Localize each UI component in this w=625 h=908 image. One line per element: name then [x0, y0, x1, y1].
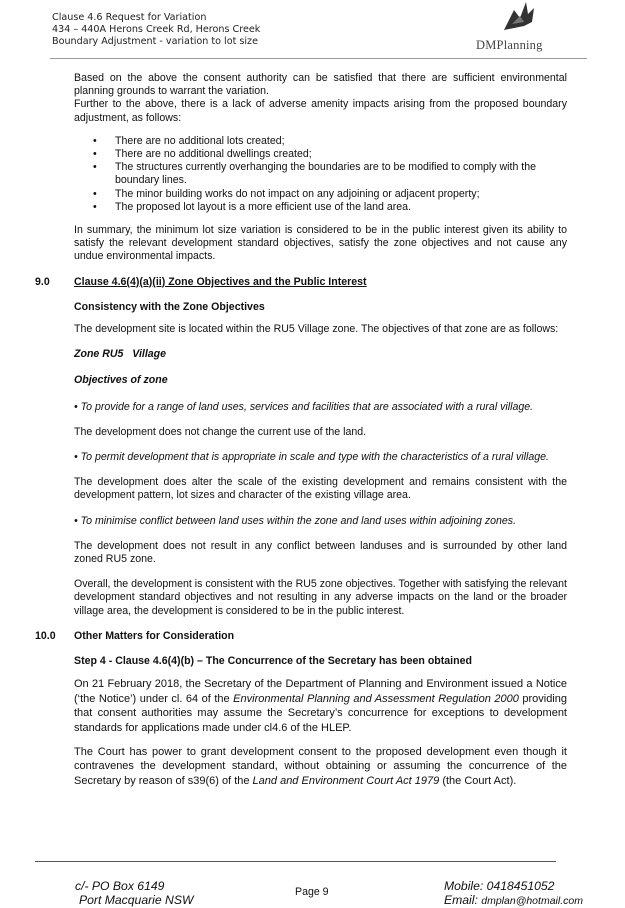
objective-2-response: The development does alter the scale of the existing development and remains consistent with the development pattern, lot sizes and character of the existing village area. — [74, 476, 567, 502]
objective-3: • To minimise conflict between land uses within the zone and land uses within adjoining zones. — [74, 514, 517, 527]
paragraph-zone-intro: The development site is located within the RU5 Village zone. The objectives of that zone are as follows: — [74, 323, 559, 336]
footer-email: dmplan@hotmail.com — [481, 895, 583, 907]
page-number: Page 9 — [295, 886, 329, 898]
footer-email-label: Email: — [444, 893, 482, 907]
amenity-bullet-list — [35, 135, 567, 214]
paragraph-summary: In summary, the minimum lot size variation is considered to be in the public interest given its ability to satisfy the relevant development standard objectives, satisfy the zone objectives and not cause any undue environmental impacts. — [74, 224, 567, 263]
header-divider — [50, 58, 587, 59]
section-title: Clause 4.6(4)(a)(ii) Zone Objectives and the Public Interest — [74, 275, 367, 288]
zone-heading: Zone RU5 Village — [74, 348, 167, 361]
objective-3-response: The development does not result in any conflict between landuses and is surrounded by other land zoned RU5 zone. — [74, 539, 567, 566]
logo-text: DMPlanning — [476, 38, 543, 52]
section-number: 10.0 — [35, 629, 56, 642]
objectives-heading: Objectives of zone — [74, 374, 168, 387]
list-item: • There are no additional dwellings created; — [93, 148, 312, 161]
footer-contact — [444, 879, 583, 908]
paragraph-environmental-grounds: Based on the above the consent authority can be satisfied that there are sufficient environmental planning grounds to warrant the variation. — [74, 72, 567, 98]
paragraph-amenity-impacts: Further to the above, there is a lack of adverse amenity impacts arising from the proposed boundary adjustment, as follows: — [74, 98, 567, 124]
section-number: 9.0 — [35, 275, 50, 288]
section-9-heading — [35, 276, 567, 289]
footer-mobile: Mobile: 0418451052 — [444, 879, 555, 893]
footer-address-line-2: Port Macquarie NSW — [79, 893, 194, 907]
section-title: Other Matters for Consideration — [74, 629, 235, 642]
header-line-2: 434 – 440A Herons Creek Rd, Herons Creek — [52, 24, 261, 35]
footer-address-line-1: c/- PO Box 6149 — [75, 879, 165, 893]
list-item: • The structures currently overhanging the boundaries are to be modified to comply with the boundary lines. — [93, 161, 537, 187]
header-line-1: Clause 4.6 Request for Variation — [52, 12, 207, 23]
list-item: • There are no additional lots created; — [93, 134, 285, 147]
objective-2: • To permit development that is appropriate in scale and type with the characteristics of a rural village. — [74, 451, 549, 464]
subheading-step-4: Step 4 - Clause 4.6(4)(b) – The Concurrence of the Secretary has been obtained — [74, 655, 472, 668]
objective-1-response: The development does not change the current use of the land. — [74, 425, 367, 438]
header-line-3: Boundary Adjustment - variation to lot size — [52, 36, 258, 47]
subheading-consistency: Consistency with the Zone Objectives — [74, 300, 265, 313]
list-item: • The minor building works do not impact on any adjoining or adjacent property; — [93, 187, 480, 200]
page-content — [35, 72, 567, 788]
section-10-heading — [35, 630, 567, 643]
objective-1: • To provide for a range of land uses, services and facilities that are associated with a rural village. — [74, 400, 534, 413]
footer-address — [75, 879, 193, 907]
footer-divider — [35, 861, 556, 862]
paragraph-overall: Overall, the development is consistent with the RU5 zone objectives. Together with satisfying the relevant development standard objectives and not resulting in any adverse impacts on the land or the broader village area, the development is considered to be in the public interest. — [74, 578, 567, 617]
list-item: • The proposed lot layout is a more efficient use of the land area. — [93, 200, 412, 213]
paragraph-notice: On 21 February 2018, the Secretary of the Department of Planning and Environment issued a Notice (‘the Notice’) under cl. 64 of the Environmental Planning and Assessment Regulation 2000 providing that consent authorities may assume the Secretary’s concurrence for exceptions to development standards for applications made under cl4.6 of the HLEP. — [74, 678, 567, 735]
header-text — [52, 12, 260, 48]
paragraph-court-power: The Court has power to grant development consent to the proposed development even though it contravenes the development standard, without obtaining or assuming the concurrence of the Secretary by reason of s39(6) of the Land and Environment Court Act 1979 (the Court Act). — [74, 745, 567, 787]
